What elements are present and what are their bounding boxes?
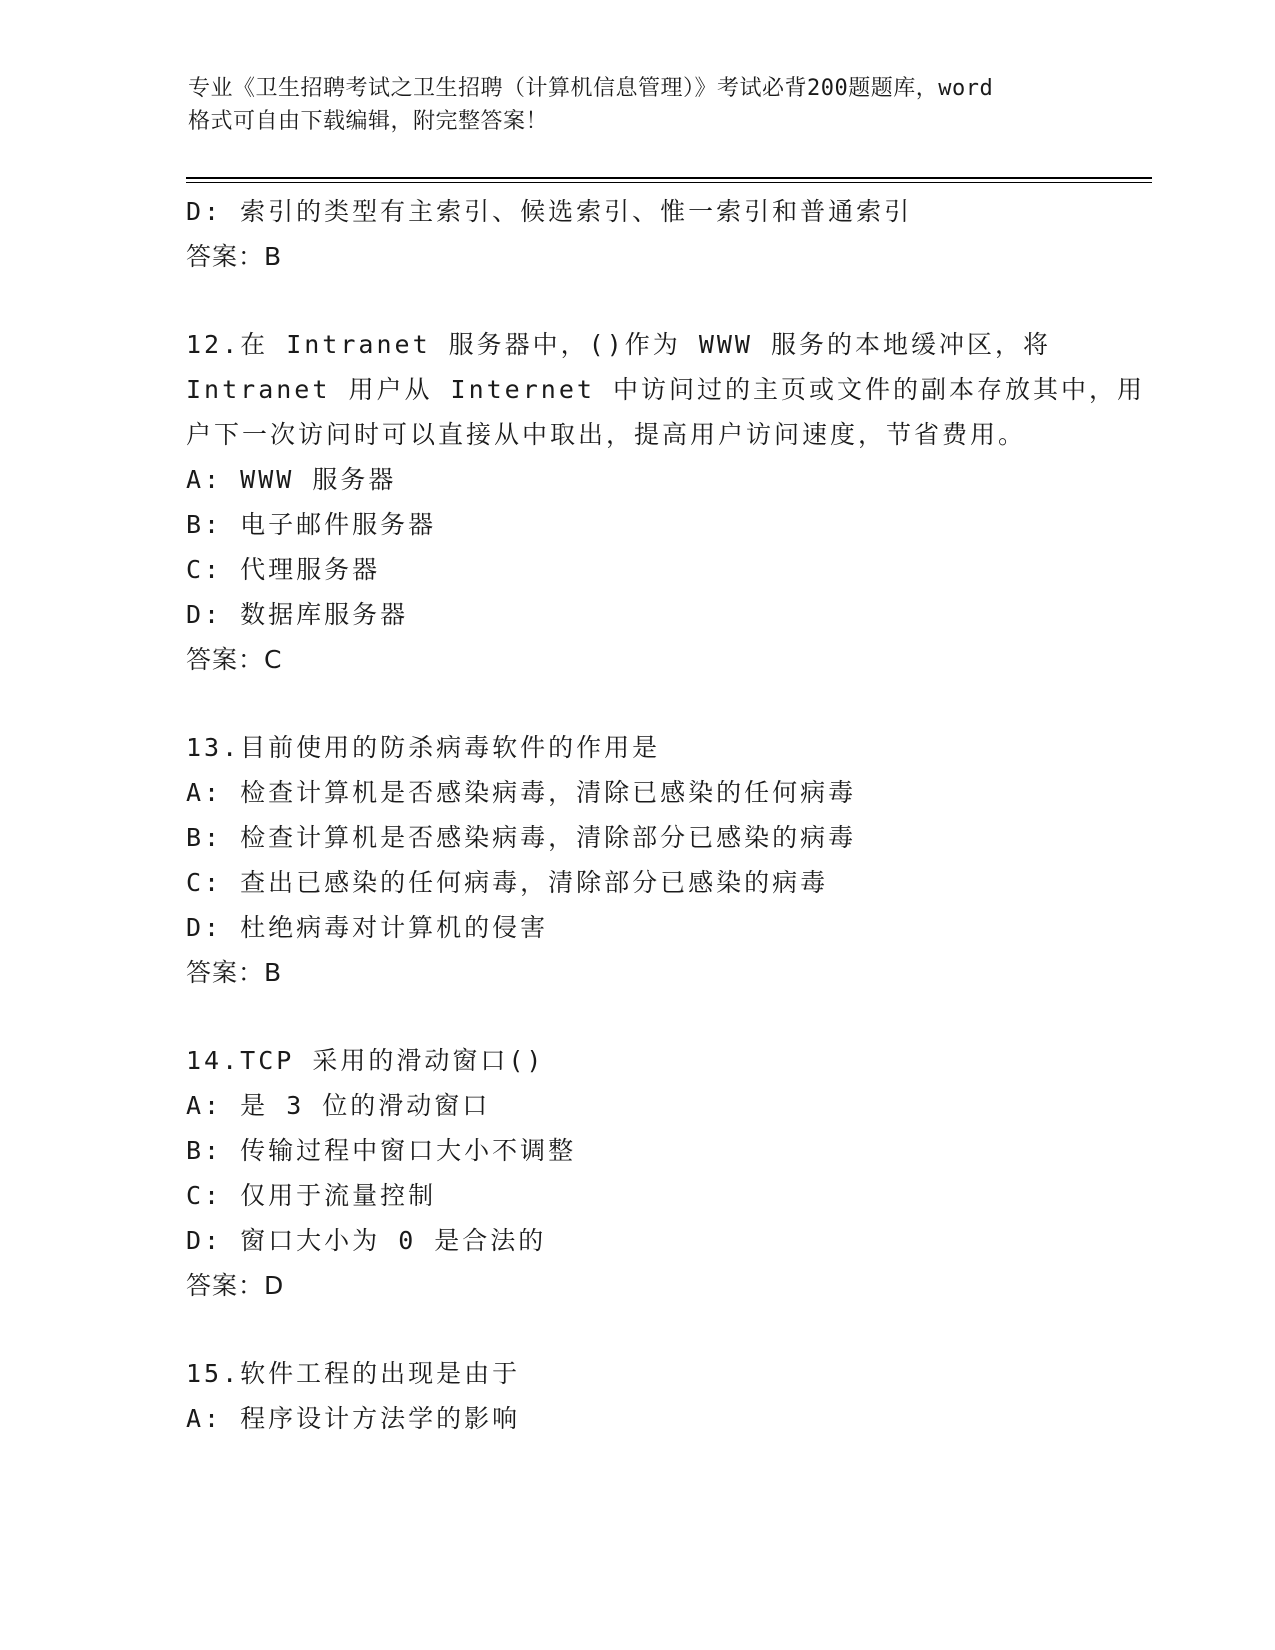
answer-line: 答案：C (186, 645, 283, 674)
question-12 (186, 322, 1146, 682)
header-divider-thin (186, 182, 1152, 183)
option-c: C: 仅用于流量控制 (186, 1181, 437, 1210)
header-divider-thick (186, 177, 1152, 179)
question-13 (186, 725, 1146, 995)
option-a: A: 检查计算机是否感染病毒，清除已感染的任何病毒 (186, 778, 857, 807)
option-b: B: 传输过程中窗口大小不调整 (186, 1136, 577, 1165)
question-15 (186, 1351, 1146, 1441)
option-b: B: 检查计算机是否感染病毒，清除部分已感染的病毒 (186, 823, 857, 852)
answer-line: 答案：B (186, 958, 283, 987)
option-d: D: 数据库服务器 (186, 600, 409, 629)
document-header (188, 72, 1088, 138)
header-line-1: 专业《卫生招聘考试之卫生招聘（计算机信息管理）》考试必背200题题库，word (188, 76, 994, 101)
option-a: A: WWW 服务器 (186, 465, 397, 494)
question-text-line: 12.在 Intranet 服务器中，()作为 WWW 服务的本地缓冲区，将 (186, 330, 1052, 359)
question-11-tail (186, 189, 1146, 279)
option-c: C: 查出已感染的任何病毒，清除部分已感染的病毒 (186, 868, 829, 897)
option-a: A: 是 3 位的滑动窗口 (186, 1091, 491, 1120)
question-text-line: 15.软件工程的出现是由于 (186, 1359, 521, 1388)
question-text-line: 14.TCP 采用的滑动窗口() (186, 1046, 545, 1075)
spacer (186, 995, 1146, 1038)
option-d: D: 索引的类型有主索引、候选索引、惟一索引和普通索引 (186, 197, 913, 226)
question-14 (186, 1038, 1146, 1308)
document-body (186, 189, 1146, 1441)
question-text-line: Intranet 用户从 Internet 中访问过的主页或文件的副本存放其中，用 (186, 375, 1145, 404)
spacer (186, 682, 1146, 725)
option-b: B: 电子邮件服务器 (186, 510, 437, 539)
spacer (186, 1308, 1146, 1351)
option-d: D: 杜绝病毒对计算机的侵害 (186, 913, 549, 942)
option-c: C: 代理服务器 (186, 555, 381, 584)
option-d: D: 窗口大小为 0 是合法的 (186, 1226, 547, 1255)
spacer (186, 279, 1146, 322)
option-a: A: 程序设计方法学的影响 (186, 1404, 521, 1433)
answer-line: 答案：D (186, 1271, 285, 1300)
question-text-line: 户下一次访问时可以直接从中取出，提高用户访问速度，节省费用。 (186, 420, 1027, 449)
question-text-line: 13.目前使用的防杀病毒软件的作用是 (186, 733, 661, 762)
header-line-2: 格式可自由下载编辑，附完整答案！ (188, 109, 549, 134)
answer-line: 答案：B (186, 242, 283, 271)
